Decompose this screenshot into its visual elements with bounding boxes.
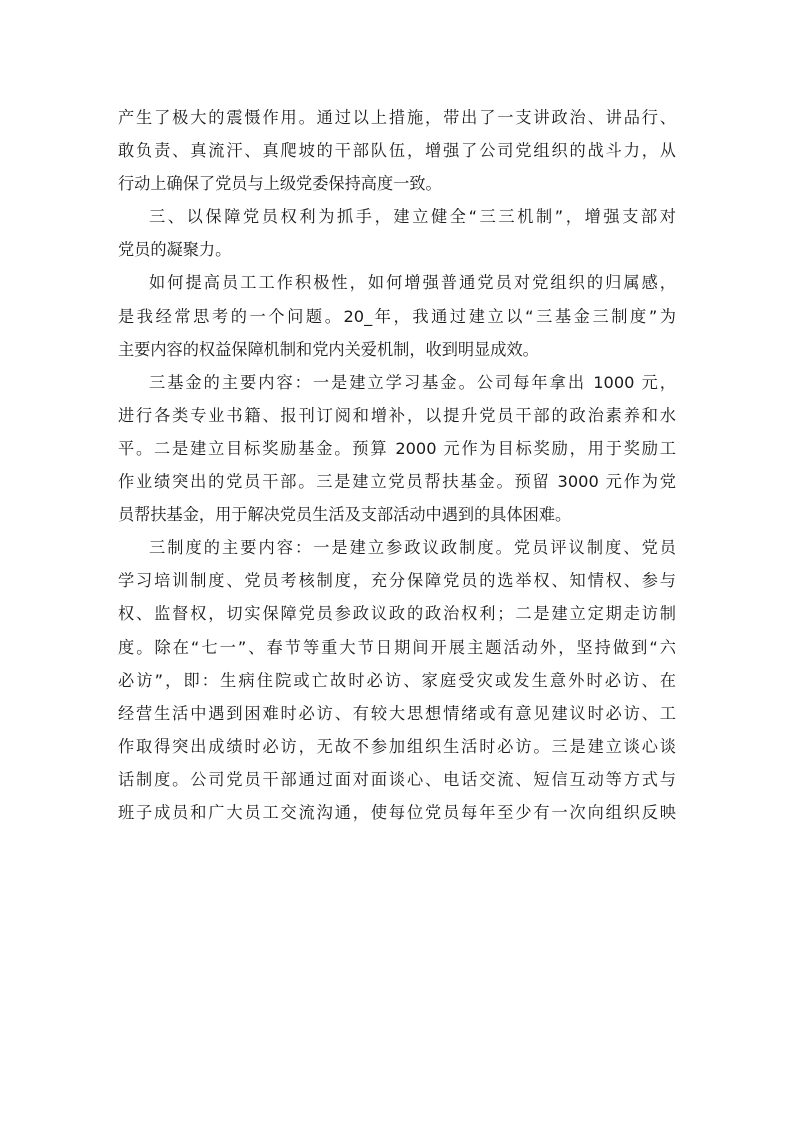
paragraph-1 [118,101,676,200]
text-line: 必访”，即：生病住院或亡故时必访、家庭受灾或发生意外时必访、在 [118,670,676,690]
paragraph-5 [118,531,676,829]
text-line: 党员的凝聚力。 [118,240,232,260]
text-line: 经营生活中遇到困难时必访、有较大思想情绪或有意见建议时必访、工 [118,703,676,723]
text-line: 敢负责、真流汗、真爬坡的干部队伍，增强了公司党组织的战斗力，从 [118,141,676,161]
text-line: 行动上确保了党员与上级党委保持高度一致。 [118,174,442,194]
paragraph-2 [118,200,676,266]
text-line: 话制度。公司党员干部通过面对面谈心、电话交流、短信互动等方式与 [118,769,676,789]
text-line: 三、以保障党员权利为抓手，建立健全“三三机制”，增强支部对 [149,207,676,227]
text-line: 主要内容的权益保障机制和党内关爱机制，收到明显成效。 [118,339,539,359]
text-line: 员帮扶基金，用于解决党员生活及支部活动中遇到的具体困难。 [118,505,572,525]
text-line: 如何提高员工工作积极性，如何增强普通党员对党组织的归属感， [149,273,676,293]
text-line: 平。二是建立目标奖励基金。预算 2000 元作为目标奖励，用于奖励工 [118,438,676,458]
text-line: 三基金的主要内容：一是建立学习基金。公司每年拿出 1000 元， [149,372,676,392]
text-line: 作业绩突出的党员干部。三是建立党员帮扶基金。预留 3000 元作为党 [118,472,676,492]
text-line: 进行各类专业书籍、报刊订阅和增补，以提升党员干部的政治素养和水 [118,405,676,425]
body-text [118,101,676,829]
text-line: 度。除在“七一”、春节等重大节日期间开展主题活动外，坚持做到“六 [118,637,676,657]
text-line: 作取得突出成绩时必访，无故不参加组织生活时必访。三是建立谈心谈 [118,736,676,756]
text-line: 是我经常思考的一个问题。20_年，我通过建立以“三基金三制度”为 [118,306,676,326]
text-line: 班子成员和广大员工交流沟通，使每位党员每年至少有一次向组织反映 [118,802,676,822]
text-line: 三制度的主要内容：一是建立参政议政制度。党员评议制度、党员 [149,538,676,558]
text-line: 产生了极大的震慑作用。通过以上措施，带出了一支讲政治、讲品行、 [118,108,676,127]
paragraph-3 [118,266,676,365]
text-line: 权、监督权，切实保障党员参政议政的政治权利；二是建立定期走访制 [118,604,676,624]
paragraph-4 [118,366,676,531]
text-line: 学习培训制度、党员考核制度，充分保障党员的选举权、知情权、参与 [118,571,676,591]
